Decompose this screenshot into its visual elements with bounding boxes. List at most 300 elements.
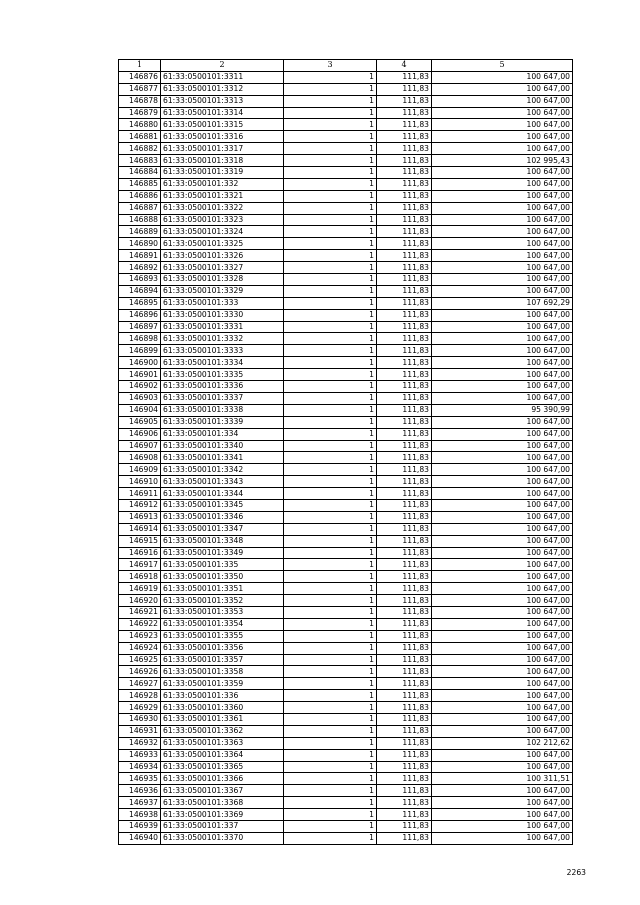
table-cell-col-3: 1 — [284, 713, 377, 725]
table-cell-col-5: 100 647,00 — [432, 416, 573, 428]
table-cell-col-3: 1 — [284, 214, 377, 226]
table-cell-col-4: 111,83 — [377, 309, 432, 321]
table-cell-col-4: 111,83 — [377, 713, 432, 725]
table-cell-col-1: 146905 — [119, 416, 161, 428]
table-row — [119, 226, 573, 238]
table-cell-col-4: 111,83 — [377, 618, 432, 630]
table-cell-col-2: 61:33:0500101:3317 — [161, 143, 284, 155]
table-cell-col-3: 1 — [284, 559, 377, 571]
table-cell-col-3: 1 — [284, 761, 377, 773]
table-row — [119, 333, 573, 345]
table-cell-col-5: 100 647,00 — [432, 571, 573, 583]
table-cell-col-5: 100 647,00 — [432, 666, 573, 678]
table-row — [119, 488, 573, 500]
table-cell-col-2: 61:33:0500101:3359 — [161, 678, 284, 690]
table-cell-col-1: 146921 — [119, 606, 161, 618]
column-header-5: 5 — [432, 60, 573, 72]
table-cell-col-1: 146882 — [119, 143, 161, 155]
table-row — [119, 523, 573, 535]
table-cell-col-4: 111,83 — [377, 642, 432, 654]
table-row — [119, 107, 573, 119]
table-row — [119, 238, 573, 250]
table-cell-col-5: 100 647,00 — [432, 392, 573, 404]
table-cell-col-4: 111,83 — [377, 178, 432, 190]
table-row — [119, 392, 573, 404]
table-cell-col-4: 111,83 — [377, 369, 432, 381]
table-cell-col-4: 111,83 — [377, 357, 432, 369]
table-cell-col-4: 111,83 — [377, 749, 432, 761]
table-cell-col-4: 111,83 — [377, 440, 432, 452]
table-row — [119, 654, 573, 666]
table-cell-col-1: 146915 — [119, 535, 161, 547]
table-cell-col-1: 146916 — [119, 547, 161, 559]
table-cell-col-1: 146897 — [119, 321, 161, 333]
table-cell-col-4: 111,83 — [377, 571, 432, 583]
table-cell-col-2: 61:33:0500101:3368 — [161, 797, 284, 809]
table-row — [119, 642, 573, 654]
table-cell-col-4: 111,83 — [377, 285, 432, 297]
table-cell-col-3: 1 — [284, 737, 377, 749]
table-cell-col-4: 111,83 — [377, 452, 432, 464]
table-cell-col-1: 146935 — [119, 773, 161, 785]
table-cell-col-2: 61:33:0500101:3358 — [161, 666, 284, 678]
table-cell-col-5: 100 647,00 — [432, 606, 573, 618]
table-cell-col-2: 61:33:0500101:3354 — [161, 618, 284, 630]
table-cell-col-2: 61:33:0500101:3355 — [161, 630, 284, 642]
table-cell-col-4: 111,83 — [377, 262, 432, 274]
table-cell-col-3: 1 — [284, 202, 377, 214]
table-cell-col-1: 146896 — [119, 309, 161, 321]
table-cell-col-5: 100 647,00 — [432, 832, 573, 844]
table-cell-col-2: 61:33:0500101:3339 — [161, 416, 284, 428]
table-cell-col-4: 111,83 — [377, 392, 432, 404]
table-row — [119, 618, 573, 630]
table-cell-col-5: 100 647,00 — [432, 321, 573, 333]
table-cell-col-2: 61:33:0500101:3365 — [161, 761, 284, 773]
table-cell-col-2: 61:33:0500101:3356 — [161, 642, 284, 654]
table-cell-col-5: 95 390,99 — [432, 404, 573, 416]
table-cell-col-5: 100 647,00 — [432, 713, 573, 725]
table-cell-col-3: 1 — [284, 155, 377, 167]
table-cell-col-5: 100 647,00 — [432, 262, 573, 274]
table-row — [119, 404, 573, 416]
table-cell-col-4: 111,83 — [377, 535, 432, 547]
table-cell-col-2: 61:33:0500101:3346 — [161, 511, 284, 523]
table-cell-col-1: 146918 — [119, 571, 161, 583]
table-cell-col-1: 146917 — [119, 559, 161, 571]
table-cell-col-3: 1 — [284, 797, 377, 809]
table-cell-col-3: 1 — [284, 678, 377, 690]
table-cell-col-1: 146936 — [119, 785, 161, 797]
table-row — [119, 464, 573, 476]
table-cell-col-3: 1 — [284, 773, 377, 785]
table-cell-col-1: 146891 — [119, 250, 161, 262]
table-cell-col-4: 111,83 — [377, 155, 432, 167]
table-cell-col-5: 100 647,00 — [432, 107, 573, 119]
table-cell-col-4: 111,83 — [377, 499, 432, 511]
table-cell-col-5: 107 692,29 — [432, 297, 573, 309]
table-cell-col-4: 111,83 — [377, 761, 432, 773]
table-row — [119, 702, 573, 714]
table-row — [119, 190, 573, 202]
page-number: 2263 — [566, 868, 586, 877]
table-row — [119, 713, 573, 725]
table-cell-col-1: 146911 — [119, 488, 161, 500]
table-cell-col-3: 1 — [284, 809, 377, 821]
table-cell-col-1: 146888 — [119, 214, 161, 226]
table-cell-col-5: 100 647,00 — [432, 143, 573, 155]
table-cell-col-3: 1 — [284, 606, 377, 618]
table-cell-col-2: 61:33:0500101:3315 — [161, 119, 284, 131]
table-cell-col-1: 146924 — [119, 642, 161, 654]
table-cell-col-4: 111,83 — [377, 630, 432, 642]
table-cell-col-3: 1 — [284, 250, 377, 262]
table-cell-col-3: 1 — [284, 476, 377, 488]
table-cell-col-4: 111,83 — [377, 143, 432, 155]
table-cell-col-3: 1 — [284, 285, 377, 297]
table-cell-col-1: 146926 — [119, 666, 161, 678]
table-cell-col-3: 1 — [284, 95, 377, 107]
table-cell-col-4: 111,83 — [377, 702, 432, 714]
table-cell-col-3: 1 — [284, 143, 377, 155]
table-row — [119, 143, 573, 155]
table-cell-col-3: 1 — [284, 309, 377, 321]
table-cell-col-2: 61:33:0500101:3341 — [161, 452, 284, 464]
table-cell-col-2: 61:33:0500101:3347 — [161, 523, 284, 535]
table-cell-col-3: 1 — [284, 345, 377, 357]
table-cell-col-3: 1 — [284, 583, 377, 595]
table-cell-col-2: 61:33:0500101:3314 — [161, 107, 284, 119]
table-row — [119, 737, 573, 749]
table-cell-col-2: 61:33:0500101:334 — [161, 428, 284, 440]
table-cell-col-2: 61:33:0500101:3318 — [161, 155, 284, 167]
table-cell-col-1: 146919 — [119, 583, 161, 595]
table-cell-col-3: 1 — [284, 107, 377, 119]
table-body — [119, 71, 573, 844]
table-row — [119, 785, 573, 797]
table-cell-col-2: 61:33:0500101:332 — [161, 178, 284, 190]
table-cell-col-4: 111,83 — [377, 167, 432, 179]
table-cell-col-1: 146892 — [119, 262, 161, 274]
table-cell-col-5: 100 647,00 — [432, 381, 573, 393]
table-cell-col-1: 146900 — [119, 357, 161, 369]
table-cell-col-1: 146940 — [119, 832, 161, 844]
table-cell-col-5: 100 647,00 — [432, 618, 573, 630]
table-cell-col-5: 100 647,00 — [432, 202, 573, 214]
table-cell-col-3: 1 — [284, 392, 377, 404]
table-cell-col-4: 111,83 — [377, 190, 432, 202]
table-cell-col-3: 1 — [284, 226, 377, 238]
table-cell-col-2: 61:33:0500101:3322 — [161, 202, 284, 214]
table-cell-col-3: 1 — [284, 167, 377, 179]
table-cell-col-5: 100 647,00 — [432, 821, 573, 833]
table-cell-col-3: 1 — [284, 630, 377, 642]
table-cell-col-2: 61:33:0500101:337 — [161, 821, 284, 833]
table-cell-col-2: 61:33:0500101:3332 — [161, 333, 284, 345]
table-cell-col-2: 61:33:0500101:3345 — [161, 499, 284, 511]
table-cell-col-1: 146907 — [119, 440, 161, 452]
table-cell-col-3: 1 — [284, 511, 377, 523]
table-cell-col-5: 100 647,00 — [432, 583, 573, 595]
table-cell-col-2: 61:33:0500101:3321 — [161, 190, 284, 202]
table-cell-col-5: 100 647,00 — [432, 274, 573, 286]
table-cell-col-4: 111,83 — [377, 345, 432, 357]
table-cell-col-1: 146922 — [119, 618, 161, 630]
table-row — [119, 690, 573, 702]
table-cell-col-5: 100 647,00 — [432, 190, 573, 202]
table-cell-col-1: 146928 — [119, 690, 161, 702]
table-cell-col-5: 100 647,00 — [432, 690, 573, 702]
table-cell-col-5: 100 647,00 — [432, 71, 573, 83]
table-row — [119, 167, 573, 179]
table-cell-col-2: 61:33:0500101:3331 — [161, 321, 284, 333]
table-row — [119, 797, 573, 809]
table-cell-col-4: 111,83 — [377, 202, 432, 214]
table-cell-col-2: 61:33:0500101:3311 — [161, 71, 284, 83]
table-cell-col-3: 1 — [284, 464, 377, 476]
table-cell-col-5: 100 647,00 — [432, 488, 573, 500]
table-cell-col-4: 111,83 — [377, 476, 432, 488]
table-row — [119, 452, 573, 464]
table-cell-col-3: 1 — [284, 83, 377, 95]
table-cell-col-1: 146908 — [119, 452, 161, 464]
table-cell-col-5: 100 647,00 — [432, 357, 573, 369]
table-cell-col-1: 146910 — [119, 476, 161, 488]
table-cell-col-4: 111,83 — [377, 785, 432, 797]
header-row — [119, 60, 573, 72]
table-cell-col-2: 61:33:0500101:3344 — [161, 488, 284, 500]
table-cell-col-1: 146913 — [119, 511, 161, 523]
table-cell-col-2: 61:33:0500101:3370 — [161, 832, 284, 844]
table-cell-col-1: 146883 — [119, 155, 161, 167]
table-cell-col-3: 1 — [284, 71, 377, 83]
table-row — [119, 666, 573, 678]
column-header-3: 3 — [284, 60, 377, 72]
table-row — [119, 476, 573, 488]
table-cell-col-5: 102 995,43 — [432, 155, 573, 167]
table-cell-col-3: 1 — [284, 178, 377, 190]
table-cell-col-5: 100 647,00 — [432, 309, 573, 321]
table-row — [119, 345, 573, 357]
table-cell-col-2: 61:33:0500101:3348 — [161, 535, 284, 547]
table-cell-col-1: 146933 — [119, 749, 161, 761]
table-cell-col-1: 146914 — [119, 523, 161, 535]
table-cell-col-1: 146898 — [119, 333, 161, 345]
table-cell-col-1: 146877 — [119, 83, 161, 95]
table-cell-col-5: 100 647,00 — [432, 785, 573, 797]
table-cell-col-2: 61:33:0500101:3336 — [161, 381, 284, 393]
table-cell-col-2: 61:33:0500101:3360 — [161, 702, 284, 714]
table-cell-col-3: 1 — [284, 321, 377, 333]
table-cell-col-2: 61:33:0500101:3326 — [161, 250, 284, 262]
table-cell-col-1: 146903 — [119, 392, 161, 404]
table-cell-col-4: 111,83 — [377, 821, 432, 833]
table-cell-col-3: 1 — [284, 547, 377, 559]
table-row — [119, 262, 573, 274]
table-cell-col-3: 1 — [284, 297, 377, 309]
table-cell-col-1: 146912 — [119, 499, 161, 511]
table-cell-col-2: 61:33:0500101:3324 — [161, 226, 284, 238]
table-cell-col-2: 61:33:0500101:3350 — [161, 571, 284, 583]
table-cell-col-3: 1 — [284, 571, 377, 583]
table-cell-col-4: 111,83 — [377, 95, 432, 107]
table-cell-col-2: 61:33:0500101:3366 — [161, 773, 284, 785]
table-cell-col-3: 1 — [284, 238, 377, 250]
table-cell-col-5: 100 647,00 — [432, 345, 573, 357]
table-cell-col-2: 61:33:0500101:3343 — [161, 476, 284, 488]
table-cell-col-1: 146934 — [119, 761, 161, 773]
table-cell-col-1: 146904 — [119, 404, 161, 416]
table-cell-col-4: 111,83 — [377, 773, 432, 785]
table-cell-col-2: 61:33:0500101:3351 — [161, 583, 284, 595]
table-row — [119, 321, 573, 333]
table-cell-col-3: 1 — [284, 416, 377, 428]
table-cell-col-3: 1 — [284, 618, 377, 630]
table-cell-col-4: 111,83 — [377, 333, 432, 345]
table-cell-col-5: 100 647,00 — [432, 809, 573, 821]
table-cell-col-3: 1 — [284, 725, 377, 737]
table-cell-col-4: 111,83 — [377, 416, 432, 428]
table-cell-col-1: 146894 — [119, 285, 161, 297]
table-row — [119, 535, 573, 547]
table-row — [119, 381, 573, 393]
table-row — [119, 119, 573, 131]
table-cell-col-3: 1 — [284, 357, 377, 369]
table-cell-col-3: 1 — [284, 428, 377, 440]
table-cell-col-5: 100 647,00 — [432, 285, 573, 297]
table-row — [119, 440, 573, 452]
table-cell-col-2: 61:33:0500101:3334 — [161, 357, 284, 369]
table-cell-col-3: 1 — [284, 749, 377, 761]
table-row — [119, 214, 573, 226]
table-cell-col-5: 100 647,00 — [432, 559, 573, 571]
table-cell-col-2: 61:33:0500101:3353 — [161, 606, 284, 618]
table-cell-col-5: 100 647,00 — [432, 761, 573, 773]
table-cell-col-1: 146920 — [119, 595, 161, 607]
table-row — [119, 583, 573, 595]
table-cell-col-3: 1 — [284, 690, 377, 702]
table-row — [119, 595, 573, 607]
table-row — [119, 571, 573, 583]
table-row — [119, 285, 573, 297]
table-cell-col-4: 111,83 — [377, 71, 432, 83]
table-cell-col-4: 111,83 — [377, 797, 432, 809]
table-cell-col-3: 1 — [284, 642, 377, 654]
table-cell-col-5: 100 647,00 — [432, 178, 573, 190]
table-cell-col-5: 100 647,00 — [432, 250, 573, 262]
table-cell-col-4: 111,83 — [377, 214, 432, 226]
table-row — [119, 416, 573, 428]
table-cell-col-4: 111,83 — [377, 725, 432, 737]
table-cell-col-3: 1 — [284, 654, 377, 666]
table-cell-col-5: 100 647,00 — [432, 511, 573, 523]
table-cell-col-3: 1 — [284, 832, 377, 844]
table-cell-col-3: 1 — [284, 381, 377, 393]
table-cell-col-2: 61:33:0500101:3335 — [161, 369, 284, 381]
table-cell-col-4: 111,83 — [377, 297, 432, 309]
table-cell-col-5: 100 647,00 — [432, 725, 573, 737]
table-row — [119, 202, 573, 214]
table-cell-col-5: 100 647,00 — [432, 523, 573, 535]
table-cell-col-1: 146932 — [119, 737, 161, 749]
table-row — [119, 357, 573, 369]
table-cell-col-1: 146889 — [119, 226, 161, 238]
table-cell-col-5: 100 647,00 — [432, 535, 573, 547]
table-cell-col-4: 111,83 — [377, 583, 432, 595]
table-row — [119, 178, 573, 190]
table-cell-col-4: 111,83 — [377, 547, 432, 559]
table-row — [119, 511, 573, 523]
table-cell-col-1: 146878 — [119, 95, 161, 107]
table-cell-col-2: 61:33:0500101:3357 — [161, 654, 284, 666]
table-row — [119, 369, 573, 381]
table-cell-col-3: 1 — [284, 785, 377, 797]
table-cell-col-3: 1 — [284, 488, 377, 500]
table-cell-col-1: 146923 — [119, 630, 161, 642]
table-cell-col-3: 1 — [284, 190, 377, 202]
table-cell-col-3: 1 — [284, 499, 377, 511]
table-cell-col-2: 61:33:0500101:335 — [161, 559, 284, 571]
table-cell-col-2: 61:33:0500101:3312 — [161, 83, 284, 95]
table-cell-col-2: 61:33:0500101:3316 — [161, 131, 284, 143]
table-cell-col-1: 146884 — [119, 167, 161, 179]
table-cell-col-2: 61:33:0500101:3325 — [161, 238, 284, 250]
table-row — [119, 95, 573, 107]
table-row — [119, 832, 573, 844]
table-row — [119, 83, 573, 95]
table-cell-col-5: 100 647,00 — [432, 630, 573, 642]
table-cell-col-1: 146901 — [119, 369, 161, 381]
table-cell-col-5: 100 647,00 — [432, 214, 573, 226]
table-cell-col-3: 1 — [284, 333, 377, 345]
table-cell-col-5: 102 212,62 — [432, 737, 573, 749]
table-row — [119, 71, 573, 83]
table-row — [119, 559, 573, 571]
table-cell-col-2: 61:33:0500101:3337 — [161, 392, 284, 404]
table-cell-col-3: 1 — [284, 440, 377, 452]
table-cell-col-1: 146876 — [119, 71, 161, 83]
table-cell-col-1: 146925 — [119, 654, 161, 666]
table-cell-col-5: 100 647,00 — [432, 226, 573, 238]
table-cell-col-4: 111,83 — [377, 119, 432, 131]
table-row — [119, 547, 573, 559]
table-row — [119, 309, 573, 321]
table-cell-col-1: 146938 — [119, 809, 161, 821]
table-cell-col-1: 146899 — [119, 345, 161, 357]
table-cell-col-5: 100 647,00 — [432, 440, 573, 452]
table-cell-col-3: 1 — [284, 523, 377, 535]
table-row — [119, 131, 573, 143]
table-cell-col-2: 61:33:0500101:3330 — [161, 309, 284, 321]
table-cell-col-4: 111,83 — [377, 737, 432, 749]
table-row — [119, 761, 573, 773]
table-cell-col-4: 111,83 — [377, 274, 432, 286]
table-cell-col-2: 61:33:0500101:336 — [161, 690, 284, 702]
table-cell-col-4: 111,83 — [377, 83, 432, 95]
table-row — [119, 606, 573, 618]
table-cell-col-5: 100 647,00 — [432, 678, 573, 690]
table-cell-col-4: 111,83 — [377, 226, 432, 238]
table-cell-col-5: 100 647,00 — [432, 333, 573, 345]
table-cell-col-4: 111,83 — [377, 690, 432, 702]
table-cell-col-5: 100 647,00 — [432, 595, 573, 607]
table-cell-col-4: 111,83 — [377, 511, 432, 523]
table-cell-col-5: 100 647,00 — [432, 642, 573, 654]
table-cell-col-4: 111,83 — [377, 107, 432, 119]
table-cell-col-1: 146931 — [119, 725, 161, 737]
table-cell-col-2: 61:33:0500101:3323 — [161, 214, 284, 226]
table-cell-col-1: 146886 — [119, 190, 161, 202]
